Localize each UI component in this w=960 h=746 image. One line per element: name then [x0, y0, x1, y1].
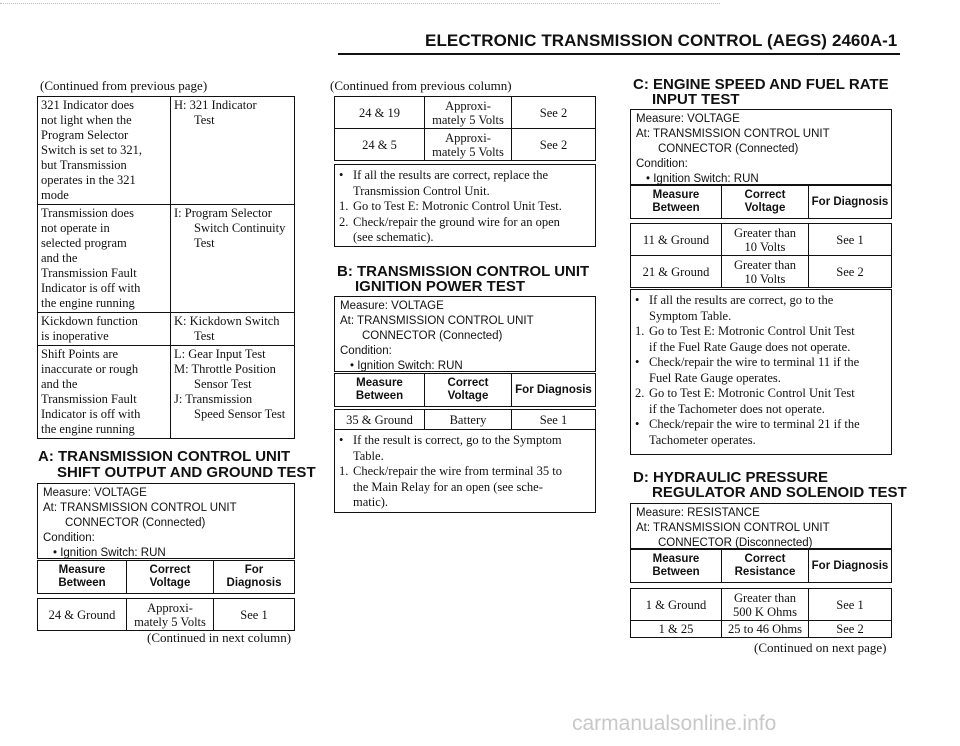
test-cell	[171, 97, 295, 205]
test-line: L: Gear Input Test	[174, 347, 266, 361]
header-measure-between: Measure Between	[631, 186, 722, 219]
note-line: matic).	[353, 495, 389, 509]
symptom-line: Program Selector	[41, 128, 129, 142]
note-text	[353, 199, 562, 215]
header-for-diagnosis: For Diagnosis	[809, 550, 892, 583]
voltage-line1: Approxi-	[445, 130, 491, 145]
note-line: Check/repair the wire from terminal 35 to	[353, 464, 562, 478]
test-line: Test	[194, 113, 215, 127]
section-b-conditions	[334, 296, 596, 372]
resistance-line1: 25 to 46 Ohms	[728, 622, 802, 636]
resistance-line1: Greater than	[733, 590, 797, 605]
cell-voltage	[722, 256, 809, 288]
continued-in-next-column: (Continued in next column)	[147, 630, 292, 645]
ignition-label: • Ignition Switch: RUN	[350, 360, 463, 372]
cell-voltage	[722, 224, 809, 256]
symptom-line: operates in the 321	[41, 173, 136, 187]
cell-diagnosis: See 2	[809, 256, 892, 288]
header-rule	[338, 53, 900, 55]
header-measure-between: Measure Between	[38, 561, 127, 594]
section-a-title-line2: SHIFT OUTPUT AND GROUND TEST	[57, 464, 316, 481]
test-line: J: Transmission	[174, 392, 253, 406]
cell-between: 1 & 25	[631, 621, 722, 638]
header-for-diagnosis: For Diagnosis	[512, 374, 596, 407]
voltage-line2: 10 Volts	[744, 239, 786, 254]
condition-label: Condition:	[43, 532, 95, 544]
cell-diagnosis: See 1	[512, 410, 596, 430]
header-measure-between: Measure Between	[335, 374, 425, 407]
symptom-row	[38, 97, 295, 205]
continued-from-previous-page: (Continued from previous page)	[40, 78, 208, 93]
cell-diagnosis: See 1	[809, 224, 892, 256]
symptom-row	[38, 313, 295, 346]
cell-between: 1 & Ground	[631, 589, 722, 621]
col2-data-table	[334, 96, 596, 161]
connector-label: CONNECTOR (Connected)	[65, 517, 206, 529]
cell-diagnosis: See 1	[214, 599, 295, 631]
measure-label: Measure: VOLTAGE	[340, 300, 444, 312]
connector-label: CONNECTOR (Disconnected)	[658, 537, 813, 549]
section-c-conditions	[630, 109, 892, 185]
note-line: Check/repair the wire to terminal 21 if the	[649, 417, 860, 431]
symptom-line: selected program	[41, 236, 127, 250]
note-line: Go to Test E: Motronic Control Unit Test	[649, 324, 855, 338]
symptom-table	[37, 96, 295, 439]
symptom-cell	[38, 313, 171, 346]
section-c-data-table	[630, 223, 892, 288]
test-line: I: Program Selector	[174, 206, 272, 220]
condition-label: Condition:	[636, 158, 688, 170]
col2-notes	[334, 164, 596, 247]
header-measure-between: Measure Between	[631, 550, 722, 583]
measure-label: Measure: RESISTANCE	[636, 507, 760, 519]
note-marker: •	[635, 293, 640, 307]
section-d-conditions	[630, 503, 892, 549]
test-cell	[171, 205, 295, 313]
note-marker: •	[635, 417, 640, 431]
table-row	[335, 129, 596, 161]
test-line: Sensor Test	[194, 377, 252, 391]
symptom-line: Indicator is off with	[41, 281, 141, 295]
at-label: At: TRANSMISSION CONTROL UNIT	[636, 128, 830, 140]
continued-from-previous-column: (Continued from previous column)	[330, 78, 512, 93]
symptom-line: Shift Points are	[41, 347, 119, 361]
header-correct-voltage: Correct Voltage	[127, 561, 214, 594]
continued-on-next-page: (Continued on next page)	[754, 640, 887, 655]
watermark-text: carmanualsonline.info	[572, 712, 777, 735]
resistance-line2: 500 K Ohms	[733, 604, 797, 619]
test-line: Switch Continuity	[194, 221, 286, 235]
symptom-line: 321 Indicator does	[41, 98, 135, 112]
section-c-header-row	[630, 185, 892, 219]
section-a-conditions	[37, 483, 295, 559]
note-marker: 2.	[339, 214, 349, 229]
test-line: Test	[194, 329, 215, 343]
note-line: Fuel Rate Gauge operates.	[649, 370, 781, 385]
voltage-line2: mately 5 Volts	[432, 112, 504, 127]
test-line: M: Throttle Position	[174, 362, 276, 376]
note-marker: 1.	[339, 464, 349, 478]
test-cell	[171, 346, 295, 439]
voltage-line2: mately 5 Volts	[432, 144, 504, 159]
cell-voltage	[425, 97, 512, 129]
cell-voltage: Battery	[425, 410, 512, 430]
section-a-header-row	[37, 560, 295, 594]
symptom-line: inaccurate or rough	[41, 362, 139, 376]
cell-between: 11 & Ground	[631, 224, 722, 256]
note-text	[649, 386, 855, 417]
header-correct-resistance: Correct Resistance	[722, 550, 809, 583]
note-marker: 2.	[635, 386, 645, 400]
voltage-line2: mately 5 Volts	[134, 614, 206, 629]
note-line: the Main Relay for an open (see sche-	[353, 479, 543, 494]
note-text	[649, 417, 860, 448]
symptom-cell	[38, 205, 171, 313]
cell-between: 24 & 5	[335, 129, 425, 161]
section-b-title-line1: B: TRANSMISSION CONTROL UNIT	[337, 263, 590, 280]
test-line: Speed Sensor Test	[194, 407, 286, 421]
note-item	[339, 215, 589, 246]
test-line: K: Kickdown Switch	[174, 314, 280, 328]
cell-resistance	[722, 621, 809, 638]
note-line: Go to Test E: Motronic Control Unit Test.	[353, 199, 562, 213]
note-line: Transmission Control Unit.	[353, 183, 490, 198]
ignition-label: • Ignition Switch: RUN	[646, 173, 759, 185]
test-line: H: 321 Indicator	[174, 98, 257, 112]
note-item	[635, 417, 885, 448]
section-d-title-line1: D: HYDRAULIC PRESSURE	[633, 469, 829, 486]
section-d-header-row	[630, 549, 892, 583]
table-row	[631, 224, 892, 256]
note-line: If all the results are correct, go to the	[649, 293, 834, 307]
symptom-line: Indicator is off with	[41, 407, 141, 421]
note-marker: •	[339, 433, 344, 447]
symptom-line: Kickdown function	[41, 314, 138, 328]
note-line: Check/repair the wire to terminal 11 if the	[649, 355, 860, 369]
note-marker: 1.	[339, 199, 349, 213]
note-item	[635, 355, 885, 386]
symptom-line: Transmission Fault	[41, 266, 137, 280]
at-label: At: TRANSMISSION CONTROL UNIT	[340, 315, 534, 327]
note-text	[353, 215, 560, 246]
condition-label: Condition:	[340, 345, 392, 357]
connector-label: CONNECTOR (Connected)	[658, 143, 799, 155]
connector-label: CONNECTOR (Connected)	[362, 330, 503, 342]
cell-between: 21 & Ground	[631, 256, 722, 288]
symptom-line: is inoperative	[41, 329, 109, 343]
voltage-line1: Approxi-	[445, 98, 491, 113]
note-item	[339, 464, 589, 511]
table-row	[631, 621, 892, 638]
table-row	[335, 97, 596, 129]
section-c-notes	[630, 289, 892, 455]
symptom-row	[38, 205, 295, 313]
symptom-line: but Transmission	[41, 158, 127, 172]
note-line: Symptom Table.	[649, 308, 732, 323]
symptom-line: and the	[41, 377, 78, 391]
symptom-cell	[38, 97, 171, 205]
measure-label: Measure: VOLTAGE	[636, 113, 740, 125]
note-line: if the Tachometer does not operate.	[649, 401, 825, 416]
section-b-header-row	[334, 373, 596, 407]
symptom-line: not light when the	[41, 113, 132, 127]
cell-diagnosis: See 1	[809, 589, 892, 621]
note-line: If all the results are correct, replace the	[353, 168, 549, 182]
symptom-cell	[38, 346, 171, 439]
cell-resistance	[722, 589, 809, 621]
note-marker: 1.	[635, 324, 645, 338]
section-c-title-line2: INPUT TEST	[652, 91, 740, 108]
note-line: If the result is correct, go to the Symptom	[353, 433, 562, 447]
symptom-line: mode	[41, 188, 69, 202]
at-label: At: TRANSMISSION CONTROL UNIT	[636, 522, 830, 534]
section-a-title-line1: A: TRANSMISSION CONTROL UNIT	[38, 448, 291, 465]
note-line: Tachometer operates.	[649, 432, 756, 447]
section-b-data-table	[334, 409, 596, 430]
section-c-title-line1: C: ENGINE SPEED AND FUEL RATE	[633, 76, 889, 93]
table-row	[631, 589, 892, 621]
symptom-line: not operate in	[41, 221, 110, 235]
voltage-line1: Approxi-	[147, 600, 193, 615]
voltage-line1: Greater than	[733, 257, 797, 272]
note-item	[635, 293, 885, 324]
symptom-line: and the	[41, 251, 78, 265]
voltage-line2: 10 Volts	[744, 271, 786, 286]
note-text	[649, 293, 833, 324]
header-correct-voltage: Correct Voltage	[722, 186, 809, 219]
cell-diagnosis: See 2	[512, 129, 596, 161]
section-a-data-table	[37, 598, 295, 631]
note-text	[353, 464, 562, 511]
cell-between: 24 & Ground	[38, 599, 127, 631]
page-header-title: ELECTRONIC TRANSMISSION CONTROL (AEGS)	[425, 31, 828, 50]
header-correct-voltage: Correct Voltage	[425, 374, 512, 407]
ignition-label: • Ignition Switch: RUN	[53, 547, 166, 559]
section-d-data-table	[630, 588, 892, 638]
test-cell	[171, 313, 295, 346]
note-line: Check/repair the ground wire for an open	[353, 214, 560, 229]
section-d-title-line2: REGULATOR AND SOLENOID TEST	[652, 484, 907, 501]
cell-diagnosis: See 2	[809, 621, 892, 638]
symptom-line: the engine running	[41, 422, 135, 436]
note-marker: •	[635, 355, 640, 369]
cell-voltage	[425, 129, 512, 161]
scan-dotted-line	[0, 3, 720, 4]
note-text	[353, 168, 548, 199]
note-line: Table.	[353, 448, 384, 463]
note-item	[635, 324, 885, 355]
header-for-diagnosis: For Diagnosis	[809, 186, 892, 219]
symptom-line: Switch is set to 321,	[41, 143, 143, 157]
header-for-diagnosis: For Diagnosis	[214, 561, 295, 594]
page-number: 2460A-1	[832, 31, 898, 50]
voltage-line1: Greater than	[733, 225, 797, 240]
note-text	[353, 433, 562, 464]
note-item	[635, 386, 885, 417]
at-label: At: TRANSMISSION CONTROL UNIT	[43, 502, 237, 514]
note-text	[649, 324, 855, 355]
table-row	[631, 256, 892, 288]
note-line: if the Fuel Rate Gauge does not operate.	[649, 339, 851, 354]
cell-voltage	[127, 599, 214, 631]
cell-between: 35 & Ground	[335, 410, 425, 430]
note-line: Go to Test E: Motronic Control Unit Test	[649, 386, 855, 400]
symptom-line: Transmission Fault	[41, 392, 137, 406]
symptom-line: the engine running	[41, 296, 135, 310]
measure-label: Measure: VOLTAGE	[43, 487, 147, 499]
section-b-notes	[334, 429, 596, 513]
note-item	[339, 433, 589, 464]
note-text	[649, 355, 859, 386]
note-item	[339, 199, 589, 215]
test-line: Test	[194, 236, 215, 250]
note-marker: •	[339, 168, 344, 182]
symptom-row	[38, 346, 295, 439]
cell-between: 24 & 19	[335, 97, 425, 129]
note-line: (see schematic).	[353, 230, 434, 244]
note-item	[339, 168, 589, 199]
symptom-line: Transmission does	[41, 206, 134, 220]
cell-diagnosis: See 2	[512, 97, 596, 129]
section-b-title-line2: IGNITION POWER TEST	[355, 278, 526, 295]
